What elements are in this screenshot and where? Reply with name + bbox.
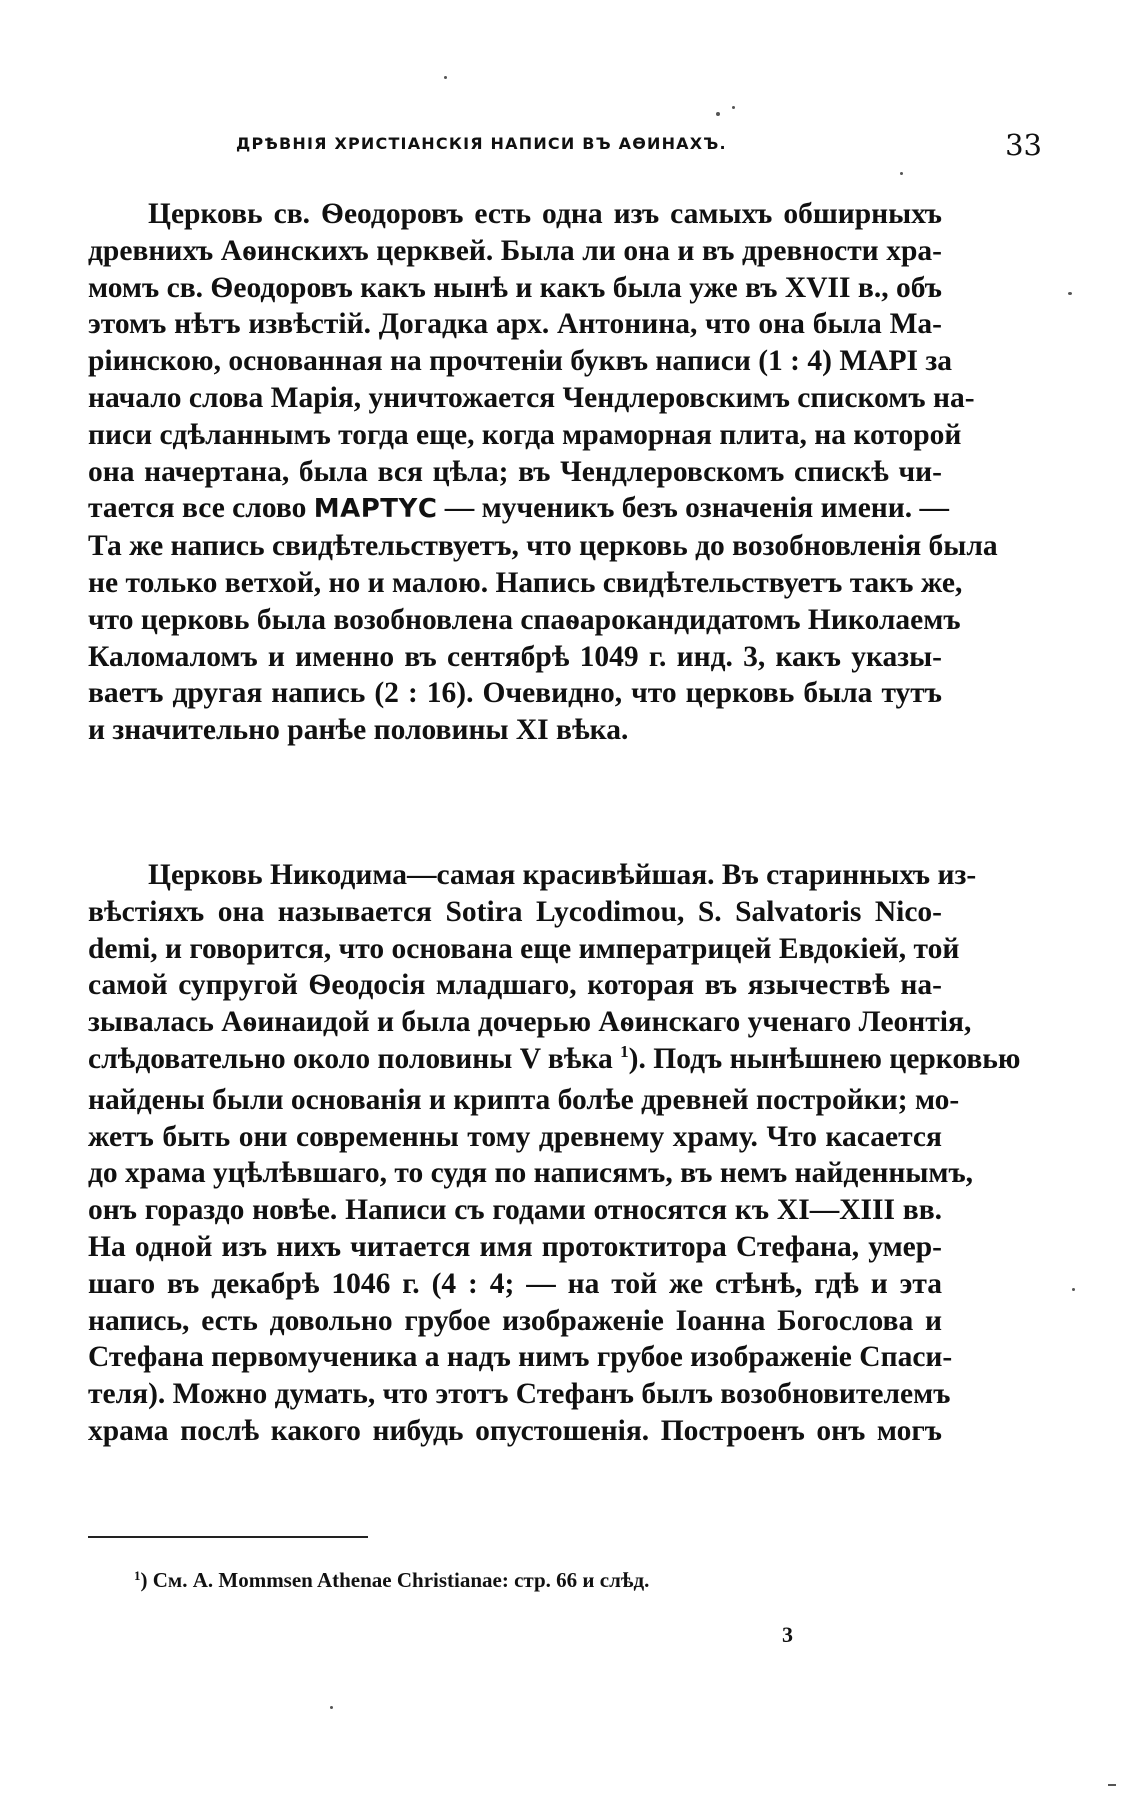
scan-speck [716,112,720,116]
text-line: писи сдѣланнымъ тогда еще, когда мраморная плита, на которой [88,418,962,451]
scan-speck [330,1706,333,1709]
scan-speck [900,172,903,175]
text-line: demi, и говорится, что основана еще императрицей Евдокіей, той [88,932,960,965]
line-start: тается все слово [88,492,307,525]
greek-word-martys: ΜΑΡΤΥϹ [313,494,438,525]
text-line: Та же напись свидѣтельствуетъ, что церковь до возобновленія была [88,530,998,563]
text-line: до храма уцѣлѣвшаго, то судя по написямъ, въ немъ найденнымъ, [88,1157,974,1190]
text-line: Церковь Никодима—самая красивѣйшая. Въ старинныхъ из- [148,859,977,891]
text-line: теля). Можно думать, что этотъ Стефанъ былъ возобновителемъ [88,1378,951,1411]
text-line: момъ св. Ѳеодоровъ какъ нынѣ и какъ была уже въ XVII в., объ [88,271,942,304]
scan-speck [732,106,735,109]
text-line: не только ветхой, но и малою. Напись свидѣтельствуетъ такъ же, [88,566,963,599]
scan-speck [1072,1288,1075,1291]
text-line: этомъ нѣтъ извѣстій. Догадка арх. Антонина, что она была Ма- [88,308,942,341]
scan-speck [1108,1784,1116,1786]
footnote [134,1568,649,1593]
text-line: она начертана, была вся цѣла; въ Чендлеровскомъ спискѣ чи- [88,455,942,488]
text-line: Каломаломъ и именно въ сентябрѣ 1049 г. инд. 3, какъ указы- [88,640,942,673]
text-line: шаго въ декабрѣ 1046 г. (4 : 4; — на той же стѣнѣ, гдѣ и эта [88,1267,942,1300]
signature-mark: 3 [782,1622,793,1647]
text-line-last: и значительно ранѣе половины XI вѣка. [88,714,629,747]
text-line: начало слова Марія, уничтожается Чендлеровскимъ спискомъ на- [88,381,975,414]
running-head [88,128,1052,168]
text-line: что церковь была возобновлена спаѳарокандидатомъ Николаемъ [88,603,961,636]
text-line: вѣстіяхъ она называется Sotira Lycodimou, S. Salvatoris Nico- [88,895,942,928]
text-line: Церковь св. Ѳеодоровъ есть одна изъ самыхъ обширныхъ [148,198,942,230]
paragraph-one [88,196,998,749]
text-line: зывалась Аѳинаидой и была дочерью Аѳинскаго ученаго Леонтія, [88,1006,972,1039]
footnote-marker: 1 [134,1568,141,1583]
paragraph-two [88,857,1021,1450]
text-line: найдены были основанія и крипта болѣе древней постройки; мо- [88,1083,960,1116]
text-line: храма послѣ какого нибудь опустошенія. Построенъ онъ могъ [88,1414,942,1447]
line-start: слѣдовательно около половины V вѣка [88,1042,613,1075]
text-line: На одной изъ нихъ читается имя протоктитора Стефана, умер- [88,1230,942,1263]
scan-speck [1068,292,1072,295]
line-end: — мученикъ безъ означенія имени. — [444,492,950,525]
footnote-text: ) См. А. Mommsen Athenae Christianae: стр. 66 и слѣд. [140,1568,650,1592]
scan-speck [444,76,447,79]
text-line-with-footnote-ref [88,1041,1021,1082]
text-line: Стефана первомученика а надъ нимъ грубое изображеніе Спаси- [88,1341,953,1374]
footnote-rule [88,1536,368,1538]
text-line: древнихъ Аѳинскихъ церквей. Была ли она и въ древности хра- [88,234,942,267]
text-line: напись, есть довольно грубое изображеніе Іоанна Богослова и [88,1304,942,1337]
text-line: онъ гораздо новѣе. Написи съ годами относятся къ XI—XIII вв. [88,1194,942,1227]
text-line-with-greek-word [88,490,950,528]
footnote-reference: 1 [620,1041,629,1061]
text-line: ваетъ другая напись (2 : 16). Очевидно, что церковь была тутъ [88,677,942,710]
text-line: жетъ быть они современны тому древнему храму. Что касается [88,1120,942,1153]
running-title: ДРѢВНІЯ ХРИСТІАНСКІЯ НАПИСИ ВЪ АѲИНАХЪ. [236,134,727,153]
line-end: ). Подъ нынѣшнею церковью [628,1042,1021,1075]
text-line: самой супругой Ѳеодосія младшаго, которая въ язычествѣ на- [88,969,942,1002]
page-number: 33 [1005,128,1042,162]
text-line: ріинскою, основанная на прочтеніи буквъ написи (1 : 4) МАРІ за [88,345,952,378]
